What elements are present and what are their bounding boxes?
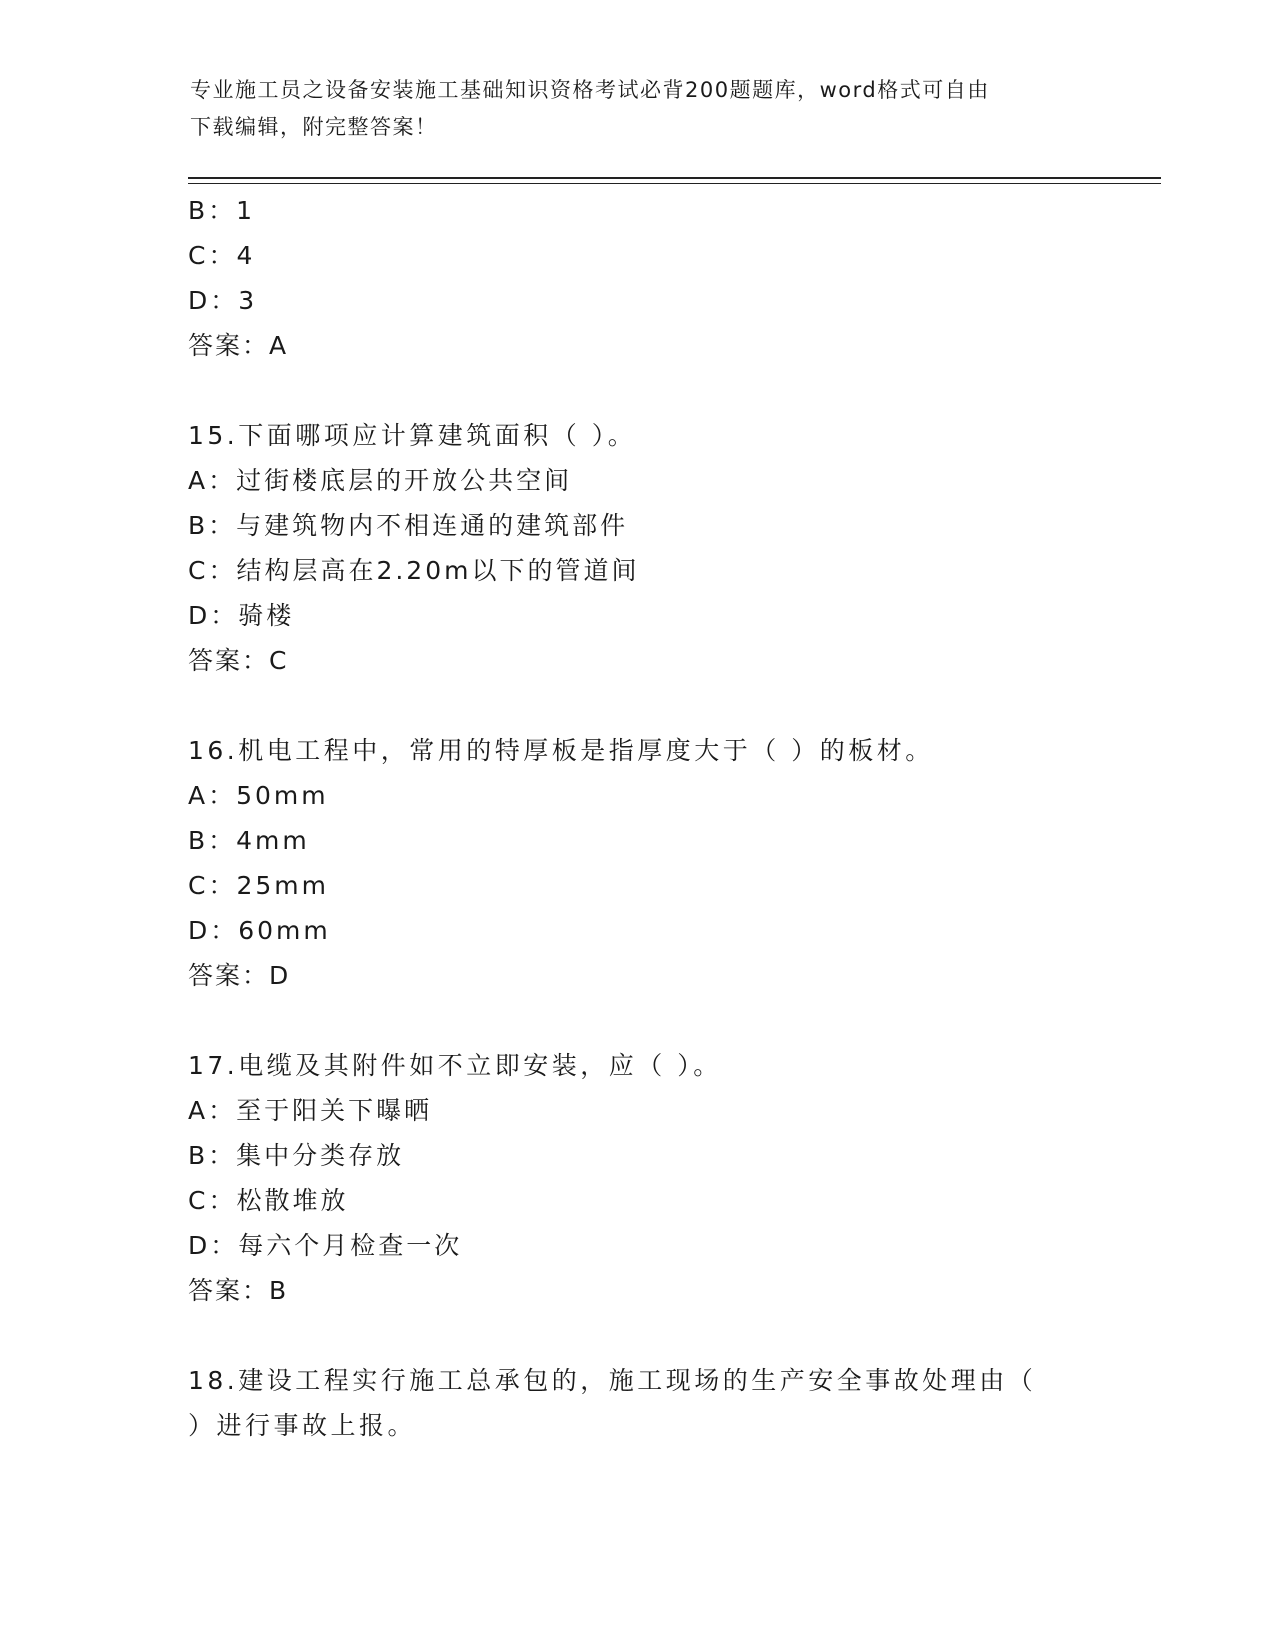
option-b: B：1 bbox=[188, 196, 256, 225]
question-17-option-a: A：至于阳关下曝晒 bbox=[188, 1096, 433, 1125]
question-17-option-b: B：集中分类存放 bbox=[188, 1141, 405, 1170]
answer-label: 答案： bbox=[188, 646, 270, 675]
answer-value: D bbox=[269, 961, 291, 990]
question-18-text-line-2: ）进行事故上报。 bbox=[188, 1411, 417, 1440]
question-16-option-b: B：4mm bbox=[188, 826, 310, 855]
answer-label: 答案： bbox=[188, 1276, 270, 1305]
header-title-line-1: 专业施工员之设备安装施工基础知识资格考试必背200题题库，word格式可自由 bbox=[190, 78, 990, 102]
question-17-option-d: D：每六个月检查一次 bbox=[188, 1231, 463, 1260]
header-divider-thin bbox=[188, 183, 1161, 184]
question-16-option-c: C：25mm bbox=[188, 871, 329, 900]
question-15-option-c: C：结构层高在2.20m以下的管道间 bbox=[188, 556, 640, 585]
question-18-text-line-1: 18.建设工程实行施工总承包的，施工现场的生产安全事故处理由（ bbox=[188, 1366, 1037, 1395]
question-15-option-d: D：骑楼 bbox=[188, 601, 295, 630]
question-15-text: 15.下面哪项应计算建筑面积（ ）。 bbox=[188, 421, 637, 450]
answer-value: A bbox=[269, 331, 289, 360]
question-17-text: 17.电缆及其附件如不立即安装，应（ ）。 bbox=[188, 1051, 722, 1080]
question-16-text: 16.机电工程中，常用的特厚板是指厚度大于（ ）的板材。 bbox=[188, 736, 934, 765]
answer-label: 答案： bbox=[188, 331, 270, 360]
option-c: C：4 bbox=[188, 241, 256, 270]
option-d: D：3 bbox=[188, 286, 258, 315]
question-15-option-b: B：与建筑物内不相连通的建筑部件 bbox=[188, 511, 629, 540]
answer-line bbox=[188, 330, 288, 362]
header-title-line-2: 下载编辑，附完整答案！ bbox=[190, 115, 438, 139]
answer-label: 答案： bbox=[188, 961, 270, 990]
question-15-option-a: A：过街楼底层的开放公共空间 bbox=[188, 466, 573, 495]
header-divider-thick bbox=[188, 177, 1161, 179]
question-17-option-c: C：松散堆放 bbox=[188, 1186, 349, 1215]
answer-value: B bbox=[269, 1276, 289, 1305]
question-16-answer bbox=[188, 960, 290, 992]
document-header bbox=[190, 72, 1090, 146]
answer-value: C bbox=[269, 646, 289, 675]
question-15-answer bbox=[188, 645, 288, 677]
question-16-option-d: D：60mm bbox=[188, 916, 331, 945]
question-16-option-a: A：50mm bbox=[188, 781, 329, 810]
question-17-answer bbox=[188, 1275, 288, 1307]
